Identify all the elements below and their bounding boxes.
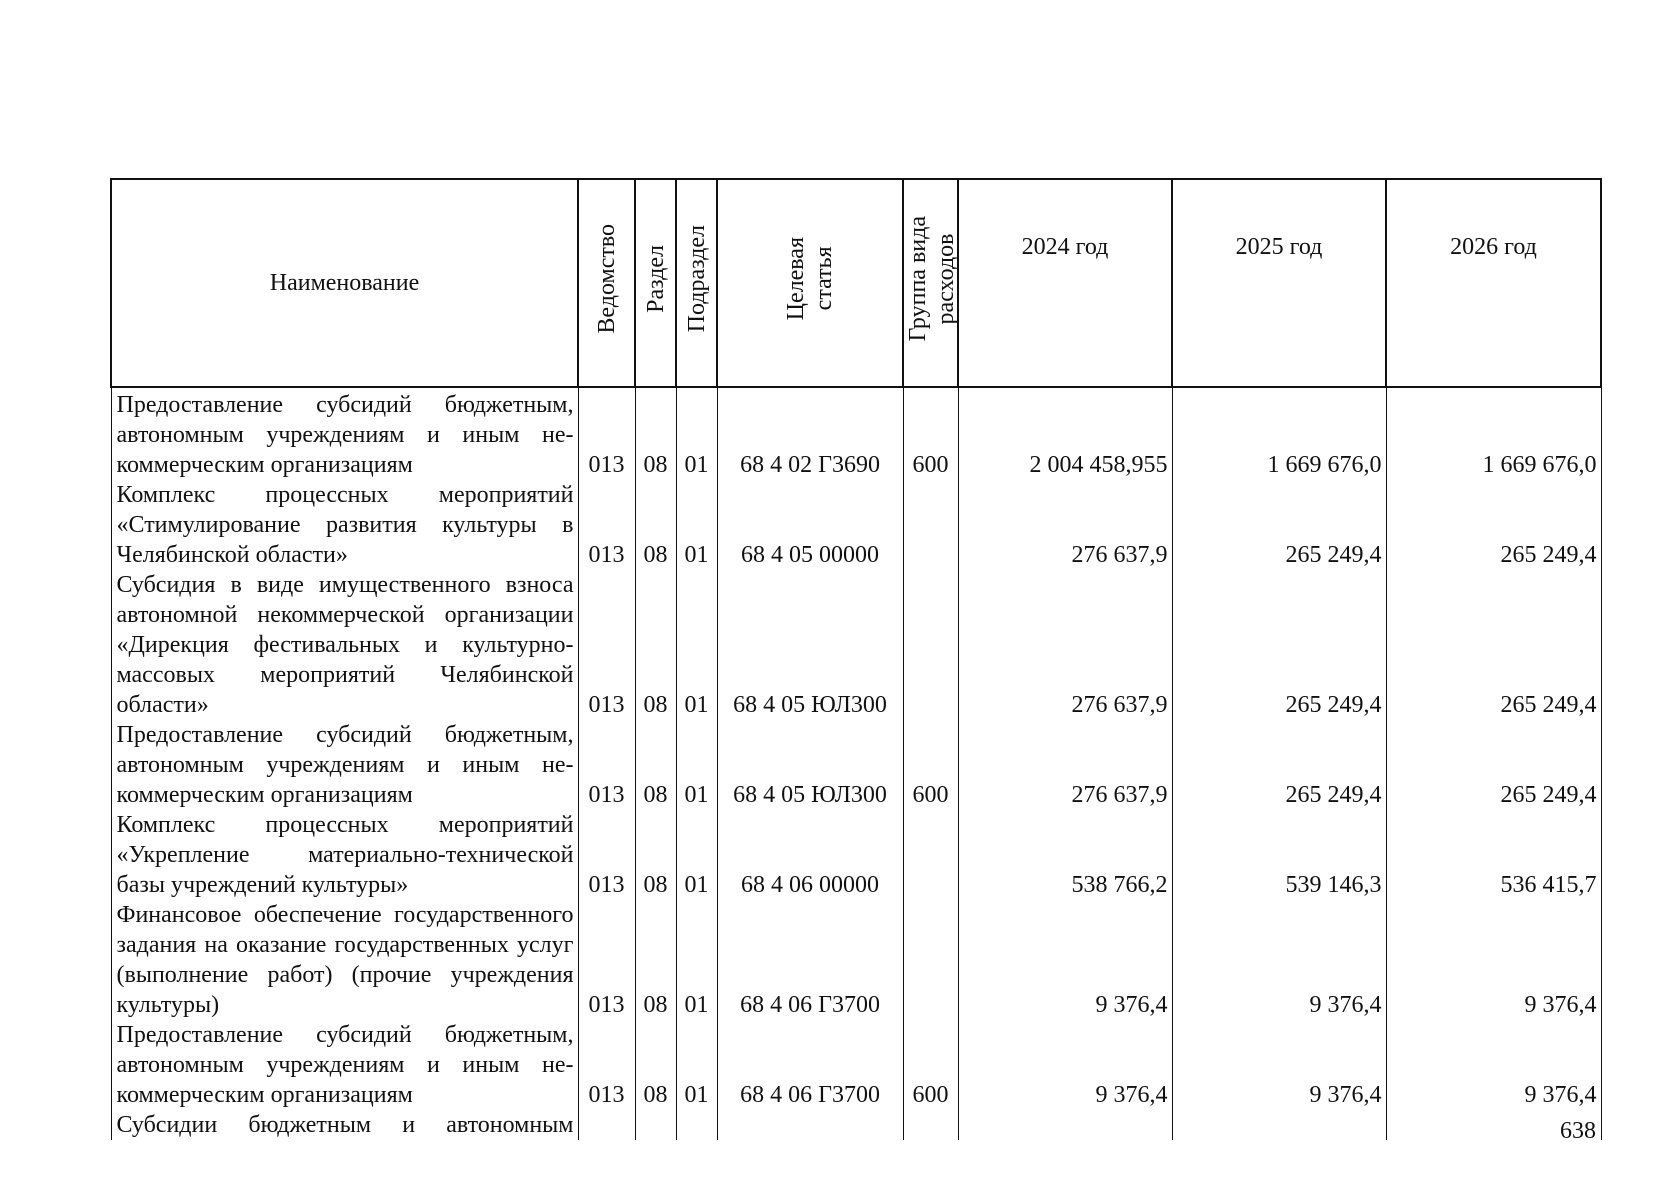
row-2026: 9 376,4 — [1386, 1020, 1601, 1110]
row-2025: 9 376,4 — [1172, 900, 1386, 1020]
header-podrazdel-label: Подраздел — [683, 225, 710, 333]
row-podrazdel: 01 — [676, 570, 717, 720]
row-name: Предоставление субсидий бюджетным, автономным учреждениям и иным некоммерческим организациям — [111, 390, 578, 480]
row-celevaya: 68 4 06 Г3700 — [717, 900, 903, 1020]
table-row — [111, 720, 1601, 810]
header-2024-label: 2024 год — [1021, 234, 1109, 260]
row-2026: 1 669 676,0 — [1386, 390, 1601, 480]
header-celevaya — [717, 179, 903, 387]
header-2025-label: 2025 год — [1235, 234, 1323, 260]
row-gruppa: 600 — [903, 1020, 958, 1110]
header-gruppa — [903, 179, 958, 387]
row-celevaya: 68 4 06 00000 — [717, 810, 903, 900]
row-2024: 276 637,9 — [958, 720, 1172, 810]
header-gruppa-line2: расходов — [933, 233, 959, 325]
row-razdel: 08 — [635, 390, 676, 480]
header-name — [111, 179, 578, 387]
budget-table — [110, 178, 1602, 1140]
row-podrazdel: 01 — [676, 900, 717, 1020]
row-gruppa — [903, 570, 958, 720]
row-2025: 265 249,4 — [1172, 480, 1386, 570]
row-celevaya: 68 4 05 00000 — [717, 480, 903, 570]
row-celevaya: 68 4 02 Г3690 — [717, 390, 903, 480]
header-podrazdel — [676, 179, 717, 387]
header-gruppa-label — [904, 216, 960, 341]
row-vedomstvo: 013 — [578, 900, 635, 1020]
row-2025: 1 669 676,0 — [1172, 390, 1386, 480]
table-header-row — [111, 179, 1601, 387]
row-vedomstvo: 013 — [578, 810, 635, 900]
table-row — [111, 1020, 1601, 1110]
row-vedomstvo: 013 — [578, 1020, 635, 1110]
header-2026 — [1386, 179, 1601, 387]
row-2025: 265 249,4 — [1172, 570, 1386, 720]
header-gruppa-line1: Группа вида — [905, 216, 931, 342]
row-name: Предоставление субсидий бюджетным, автономным учреждениям и иным некоммерческим организациям — [111, 1020, 578, 1110]
row-vedomstvo: 013 — [578, 720, 635, 810]
row-gruppa: 600 — [903, 720, 958, 810]
row-2024: 276 637,9 — [958, 480, 1172, 570]
row-2026: 265 249,4 — [1386, 720, 1601, 810]
row-2026: 265 249,4 — [1386, 570, 1601, 720]
table-row — [111, 480, 1601, 570]
row-podrazdel: 01 — [676, 1020, 717, 1110]
table-row — [111, 900, 1601, 1020]
row-name: Комплекс процессных мероприятий «Стимулирование развития культуры в Челябинской области» — [111, 480, 578, 570]
table-row — [111, 390, 1601, 480]
row-2026: 536 415,7 — [1386, 810, 1601, 900]
row-2024: 538 766,2 — [958, 810, 1172, 900]
row-2024: 2 004 458,955 — [958, 390, 1172, 480]
row-razdel: 08 — [635, 900, 676, 1020]
row-2024: 9 376,4 — [958, 900, 1172, 1020]
row-podrazdel: 01 — [676, 810, 717, 900]
row-podrazdel: 01 — [676, 390, 717, 480]
header-celevaya-line2: статья — [811, 247, 837, 311]
row-gruppa — [903, 810, 958, 900]
page-number: 638 — [1560, 1118, 1596, 1144]
header-razdel — [635, 179, 676, 387]
row-podrazdel: 01 — [676, 480, 717, 570]
row-razdel: 08 — [635, 810, 676, 900]
header-vedomstvo-label: Ведомство — [593, 224, 620, 334]
table-row-cut — [111, 1110, 1601, 1140]
row-vedomstvo: 013 — [578, 390, 635, 480]
row-name: Комплекс процессных мероприятий «Укрепление материально-технической базы учреждений культуры» — [111, 810, 578, 900]
row-razdel: 08 — [635, 570, 676, 720]
row-vedomstvo: 013 — [578, 570, 635, 720]
header-celevaya-label — [782, 237, 838, 320]
header-celevaya-line1: Целевая — [783, 237, 809, 321]
row-2024: 276 637,9 — [958, 570, 1172, 720]
row-2025: 539 146,3 — [1172, 810, 1386, 900]
header-vedomstvo — [578, 179, 635, 387]
row-name: Финансовое обеспечение государственного задания на оказание государственных услуг (выполнение работ) (прочие учреждения культуры) — [111, 900, 578, 1020]
row-gruppa — [903, 900, 958, 1020]
row-2025: 9 376,4 — [1172, 1020, 1386, 1110]
row-razdel: 08 — [635, 1020, 676, 1110]
row-celevaya: 68 4 06 Г3700 — [717, 1020, 903, 1110]
header-2025 — [1172, 179, 1386, 387]
row-name: Предоставление субсидий бюджетным, автономным учреждениям и иным некоммерческим организациям — [111, 720, 578, 810]
row-celevaya: 68 4 05 ЮЛ300 — [717, 720, 903, 810]
row-2025: 265 249,4 — [1172, 720, 1386, 810]
header-razdel-label: Раздел — [642, 245, 669, 313]
row-celevaya: 68 4 05 ЮЛ300 — [717, 570, 903, 720]
row-name: Субсидия в виде имущественного взноса автономной некоммерческой организации «Дирекция фестивальных и культурно-массовых мероприятий Челябинской области» — [111, 570, 578, 720]
row-gruppa — [903, 480, 958, 570]
row-podrazdel: 01 — [676, 720, 717, 810]
row-razdel: 08 — [635, 480, 676, 570]
row-2024: 9 376,4 — [958, 1020, 1172, 1110]
row-razdel: 08 — [635, 720, 676, 810]
table-row — [111, 570, 1601, 720]
row-2026: 9 376,4 — [1386, 900, 1601, 1020]
row-vedomstvo: 013 — [578, 480, 635, 570]
header-2024 — [958, 179, 1172, 387]
row-name: Субсидии бюджетным и автономным — [111, 1110, 578, 1140]
header-2026-label: 2026 год — [1450, 234, 1537, 260]
header-name-label: Наименование — [269, 270, 420, 296]
row-2026: 265 249,4 — [1386, 480, 1601, 570]
table-row — [111, 810, 1601, 900]
row-gruppa: 600 — [903, 390, 958, 480]
